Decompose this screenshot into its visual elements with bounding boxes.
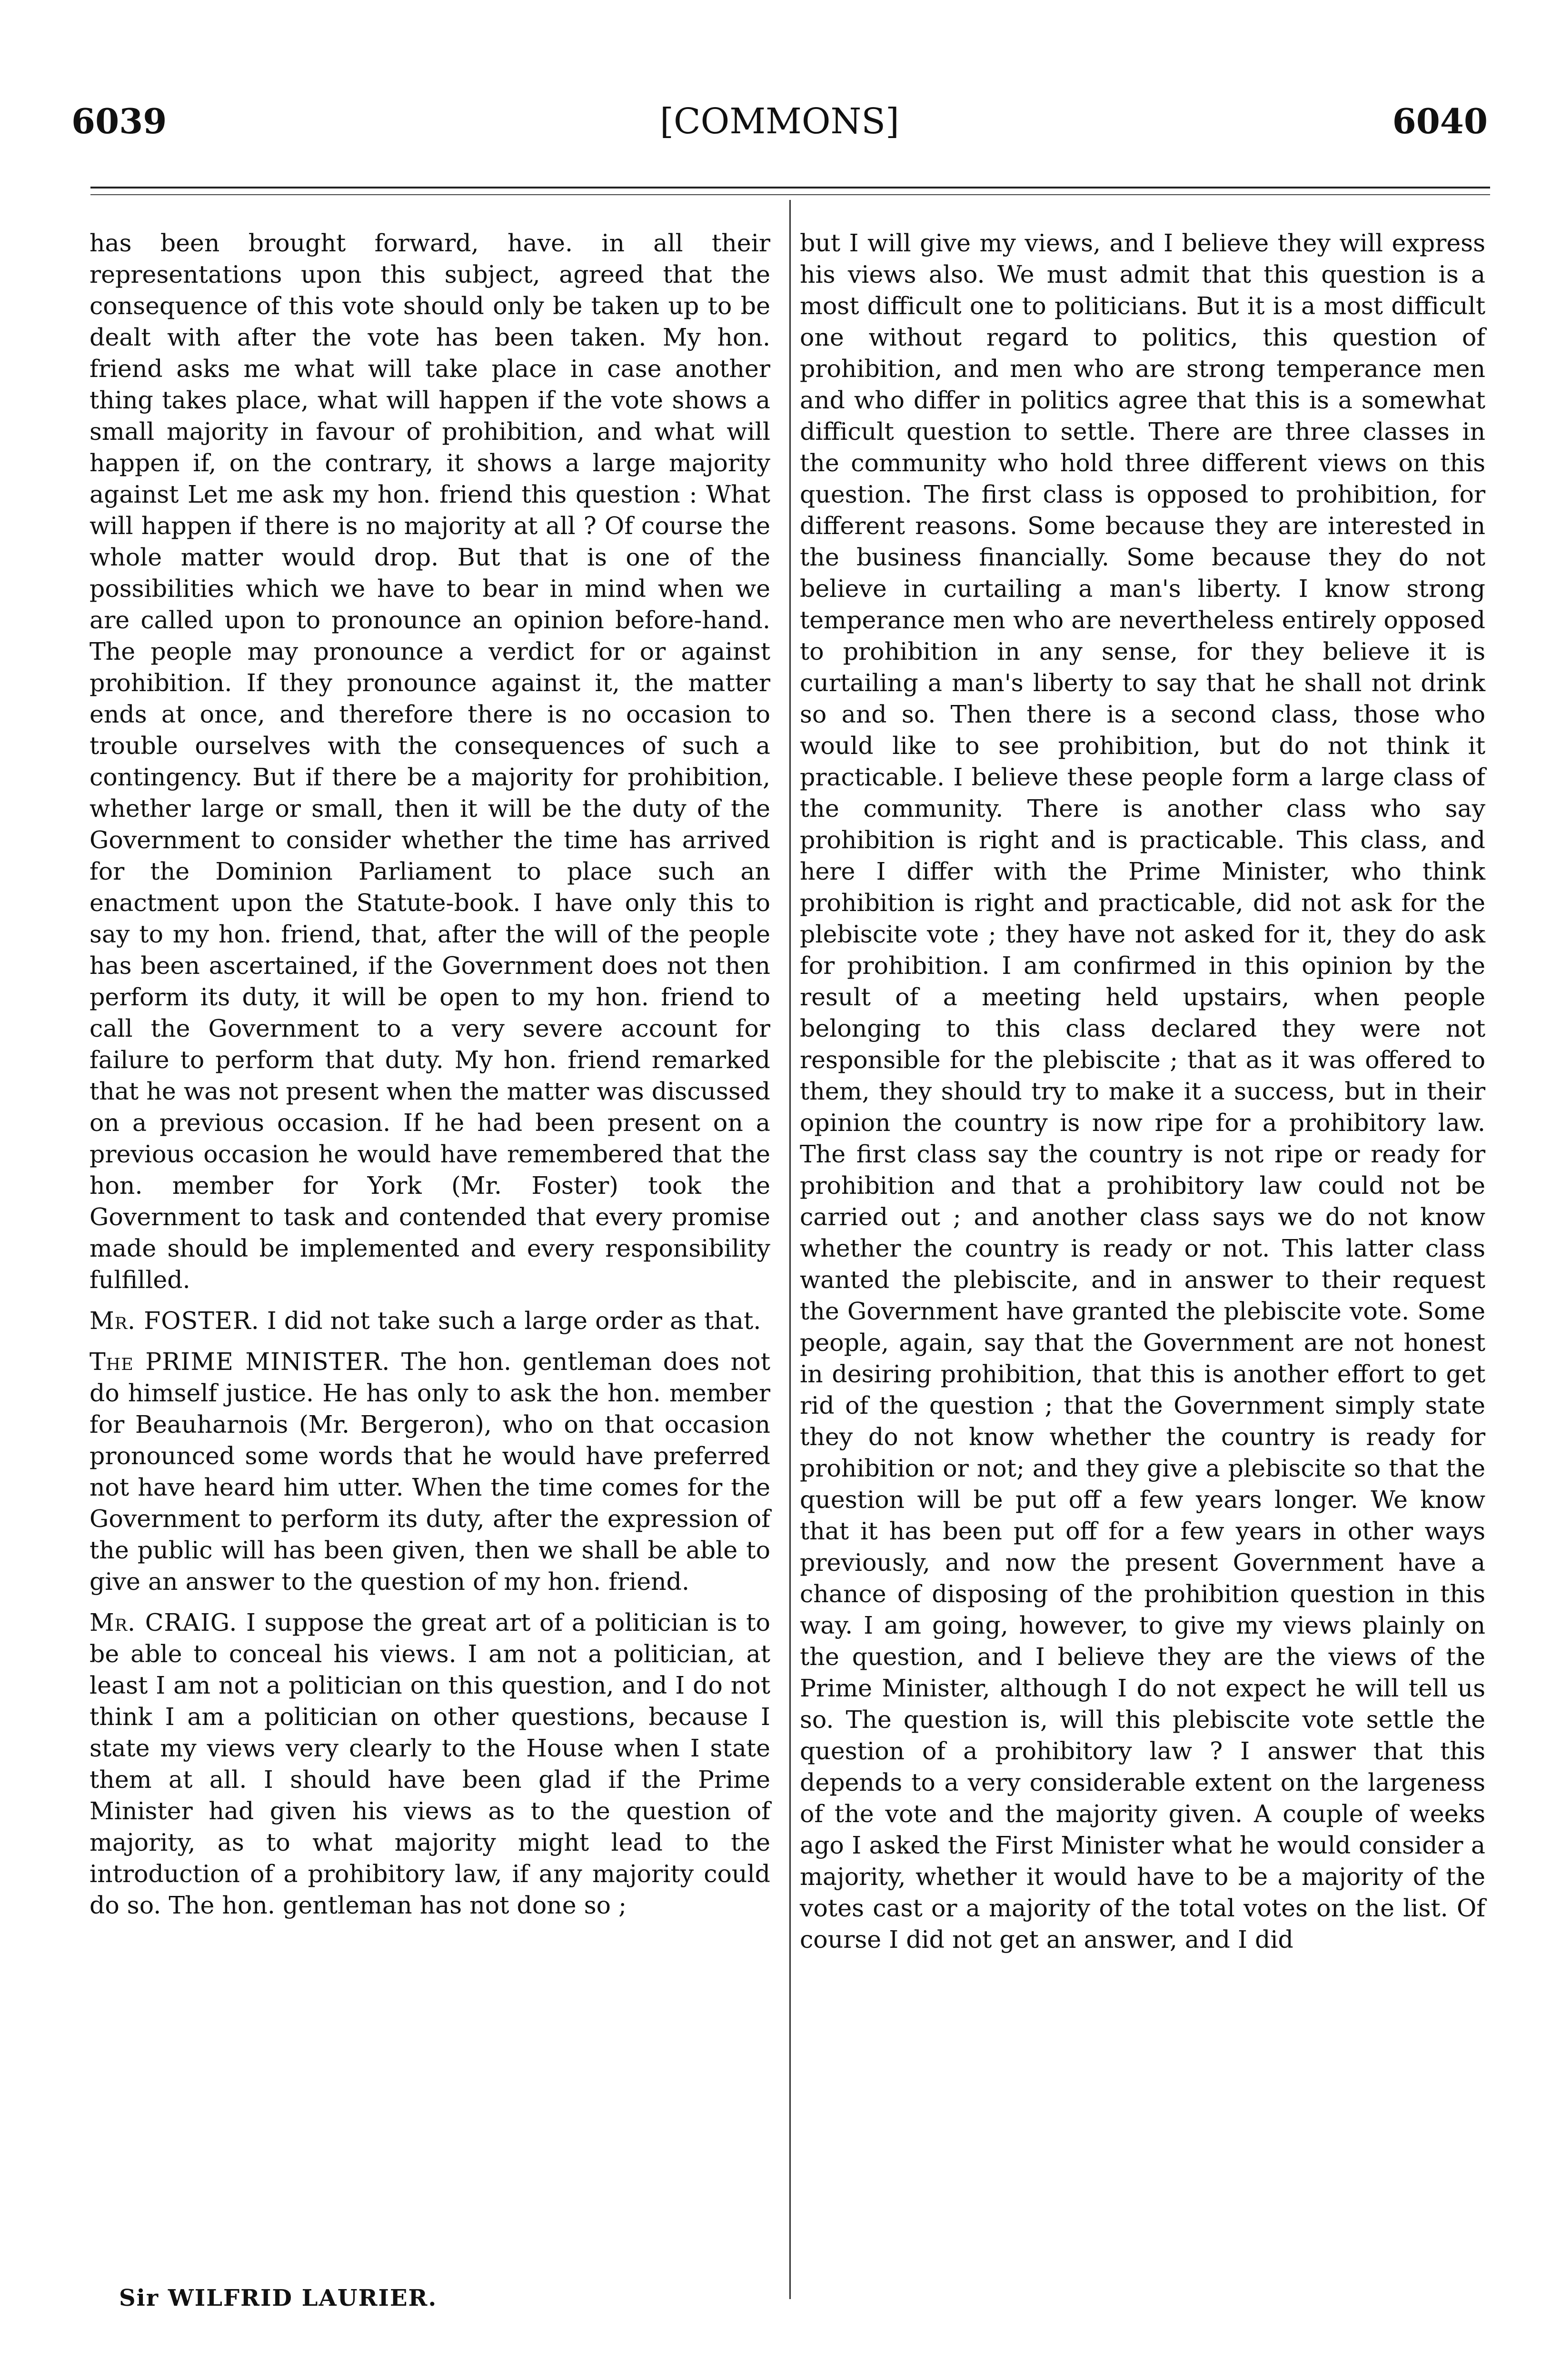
speaker-name: Mr. FOSTER. [90, 1307, 259, 1335]
right-column [800, 228, 1485, 1955]
left-column [90, 228, 770, 1921]
speech-foster [90, 1305, 770, 1337]
catchword: Sir WILFRID LAURIER. [119, 2285, 438, 2311]
speaker-name: Mr. CRAIG. [90, 1608, 238, 1636]
column-divider [789, 200, 791, 2299]
header-rule [90, 187, 1490, 188]
speech-prime-minister [90, 1346, 770, 1597]
speech-text: I did not take such a large order as that. [259, 1307, 761, 1335]
page-number-right: 6040 [1392, 101, 1488, 141]
speech-text: I suppose the great art of a politician is to be able to conceal his views. I am not a politician, at least I am not a politician on this question, and I do not think I am a politician on other questions, because I state my views very clearly to the House when I state them at all. I should have been glad if the Prime Minister had given his views as to the question of majority, as to what majority might lead to the introduction of a prohibitory law, if any majority could do so. The hon. gentleman has not done so ; [90, 1608, 770, 1919]
page-number-left: 6039 [71, 101, 167, 141]
speech-craig [90, 1607, 770, 1921]
left-paragraph-1: has been brought forward, have. in all their representations upon this subject, agreed that the consequence of this vote should only be taken up to be dealt with after the vote has been taken. My hon. friend asks me what will take place in case another thing takes place, what will happen if the vote shows a small majority in favour of prohibition, and what will happen if, on the contrary, it shows a large majority against Let me ask my hon. friend this question : What will happen if there is no majority at all ? Of course the whole matter would drop. But that is one of the possibilities which we have to bear in mind when we are called upon to pronounce an opinion before-hand. The people may pronounce a verdict for or against prohibition. If they pronounce against it, the matter ends at once, and therefore there is no occasion to trouble ourselves with the consequences of such a contingency. But if there be a majority for prohibition, whether large or small, then it will be the duty of the Government to consider whether the time has arrived for the Dominion Parliament to place such an enactment upon the Statute-book. I have only this to say to my hon. friend, that, after the will of the people has been ascertained, if the Government does not then perform its duty, it will be open to my hon. friend to call the Government to a very severe account for failure to perform that duty. My hon. friend remarked that he was not present when the matter was discussed on a previous occasion. If he had been present on a previous occasion he would have remembered that the hon. member for York (Mr. Foster) took the Government to task and contended that every promise made should be implemented and every responsibility fulfilled. [90, 229, 770, 1294]
speech-text: The hon. gentleman does not do himself justice. He has only to ask the hon. member for Beauharnois (Mr. Bergeron), who on that occasion pronounced some words that he would have preferred not have heard him utter. When the time comes for the Government to perform its duty, after the expression of the public will has been given, then we shall be able to give an answer to the question of my hon. friend. [90, 1348, 770, 1596]
right-paragraph-1: but I will give my views, and I believe they will express his views also. We must admit that this question is a most difficult one to politicians. But it is a most difficult one without regard to politics, this question of prohibition, and men who are strong temperance men and who differ in politics agree that this is a somewhat difficult question to settle. There are three classes in the community who hold three different views on this question. The first class is opposed to prohibition, for different reasons. Some because they are interested in the business financially. Some because they do not believe in curtailing a man's liberty. I know strong temperance men who are nevertheless entirely opposed to prohibition in any sense, for they believe it is curtailing a man's liberty to say that he shall not drink so and so. Then there is a second class, those who would like to see prohibition, but do not think it practicable. I believe these people form a large class of the community. There is another class who say prohibition is right and is practicable. This class, and here I differ with the Prime Minister, who think prohibition is right and practicable, did not ask for the plebiscite vote ; they have not asked for it, they do ask for prohibition. I am confirmed in this opinion by the result of a meeting held upstairs, when people belonging to this class declared they were not responsible for the plebiscite ; that as it was offered to them, they should try to make it a success, but in their opinion the country is now ripe for a prohibitory law. The first class say the country is not ripe or ready for prohibition and that a prohibitory law could not be carried out ; and another class says we do not know whether the country is ready or not. This latter class wanted the plebiscite, and in answer to their request the Government have granted the plebiscite vote. Some people, again, say that the Government are not honest in desiring prohibition, that this is another effort to get rid of the question ; that the Government simply state they do not know whether the country is ready for prohibition or not; and they give a plebiscite so that the question will be put off a few years longer. We know that it has been put off for a few years in other ways previously, and now the present Government have a chance of disposing of the prohibition question in this way. I am going, however, to give my views plainly on the question, and I believe they are the views of the Prime Minister, although I do not expect he will tell us so. The question is, will this plebiscite vote settle the question of a prohibitory law ? I answer that this depends to a very considerable extent on the largeness of the vote and the majority given. A couple of weeks ago I asked the First Minister what he would consider a majority, whether it would have to be a majority of the votes cast or a majority of the total votes on the list. Of course I did not get an answer, and I did [800, 229, 1485, 1954]
page-header [71, 95, 1488, 148]
speaker-name: The PRIME MINISTER. [90, 1348, 390, 1376]
header-rule-thin [90, 194, 1490, 195]
running-title: [COMMONS] [660, 101, 899, 142]
